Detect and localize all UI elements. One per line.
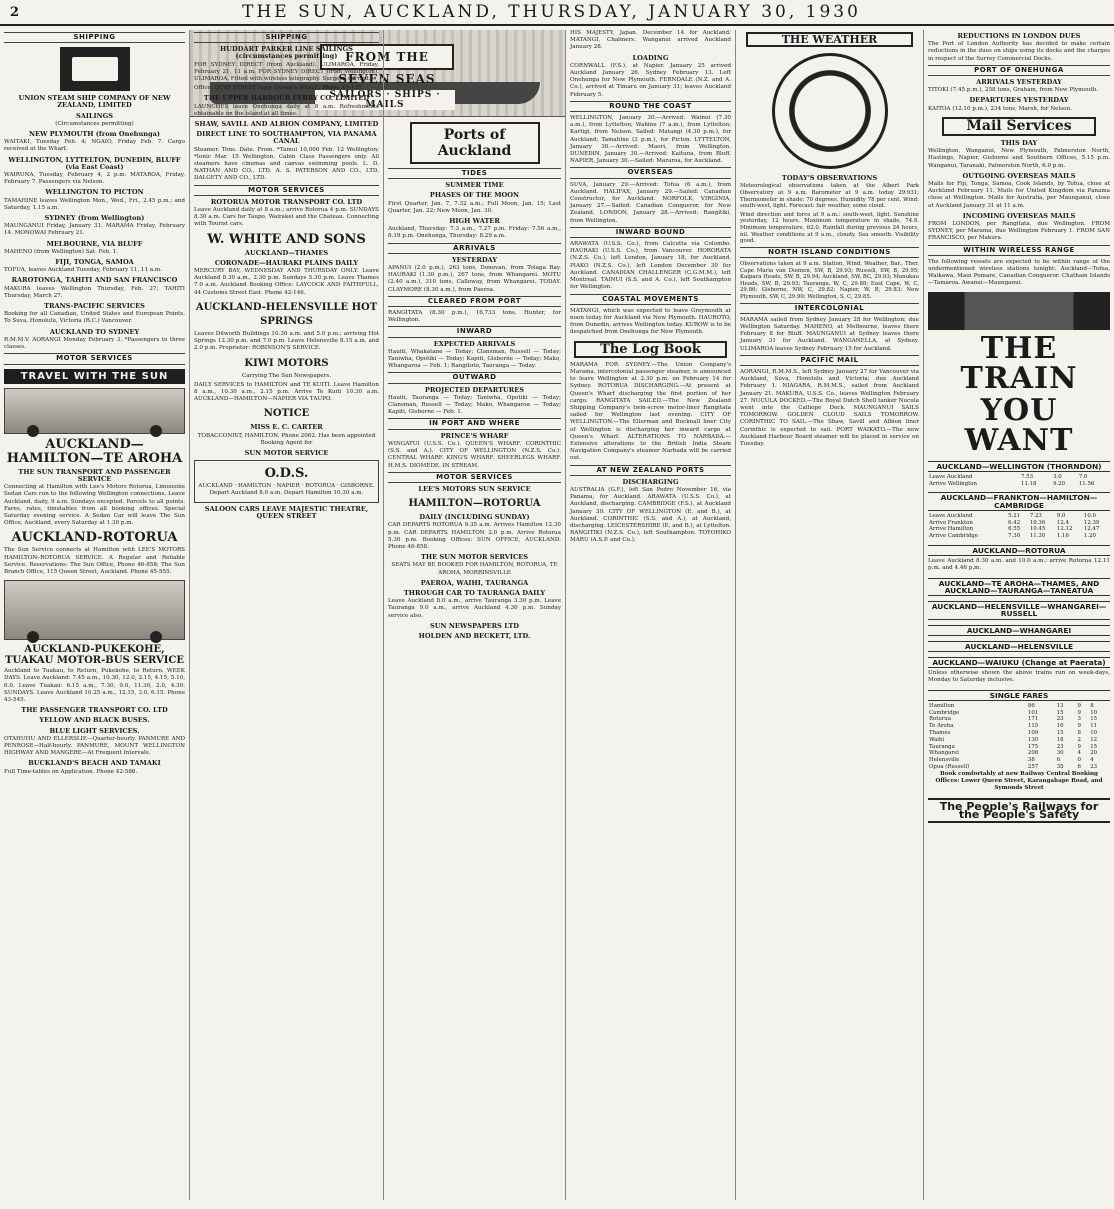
table-cell: 175 bbox=[1027, 743, 1039, 750]
huddart-body: FOR SYDNEY DIRECT (from Auckland). ULIMAROA, Friday, February 21, 11 a.m. FOR SYDNEY DIRECT (from Wellington). ULIMAROA. Fitted with wireless telegraphy. Surgeon carried. bbox=[194, 61, 379, 83]
timetable-note: Full Time-tables on Application. Phone 42-586. bbox=[4, 768, 138, 775]
table-cell: 10.0 bbox=[1083, 512, 1096, 519]
direct-body: Steamer. Tons. Date. From. *Tainui 10,000 Feb. 12 Wellington; *Ionic Mar. 15 Wellington. Cabin Class Passengers only. All steamers have cinemas and canvas swimming pools. L. D. NATHAN AND CO., LTD. A. S. PATERSON AND CO., LTD. DALGETY AND CO., LTD. bbox=[194, 146, 379, 182]
harbour-heading: THE UPPER HARBOUR FERRY CO. LIMITED bbox=[203, 94, 370, 103]
paeroa-heading: PAEROA, WAIHI, TAURANGA bbox=[420, 578, 529, 587]
table-cell: 23 bbox=[1056, 716, 1064, 723]
this-day: THIS DAY bbox=[1000, 139, 1038, 148]
table-cell: 11.18 bbox=[1021, 480, 1037, 487]
table-row bbox=[928, 710, 1110, 717]
route-text: WAITAKI, Tuesday Feb. 4; NGAIO, Friday Feb. 7. Cargo received at the Wharf. bbox=[4, 139, 185, 153]
table-cell: Arrive Wellington bbox=[929, 480, 977, 487]
masthead bbox=[0, 0, 1114, 26]
direct-heading: DIRECT LINE TO SOUTHAMPTON, VIA PANAMA CANAL bbox=[196, 130, 377, 146]
phases-body: First Quarter, Jan. 7, 7.32 a.m.; Full Moon, Jan. 15; Last Quarter, Jan. 22; New Moon, Jan. 30. bbox=[388, 200, 561, 214]
notice-heading: NOTICE bbox=[263, 408, 310, 420]
table-cell: 7.23 bbox=[1029, 512, 1042, 519]
table-cell: 4 bbox=[1090, 757, 1094, 764]
table-row bbox=[928, 764, 1110, 771]
kiwi-body: DAILY SERVICES to HAMILTON and TE KUITI. Leave Hamilton 8 a.m., 10.30 a.m., 2.15 p.m. Arrive Te Kuiti 10.30 a.m. AUCKLAND—HAMILTON—NAPIER VIA TAUPO. bbox=[194, 381, 379, 403]
table-row bbox=[928, 533, 1110, 540]
table-cell: 8 bbox=[1090, 702, 1094, 709]
table-row bbox=[928, 737, 1110, 744]
route-text: MAKURA leaves Wellington Thursday, Feb. 27; TAHITI Thursday, March 27. bbox=[4, 285, 185, 299]
table-cell: 10.36 bbox=[1029, 519, 1046, 526]
white-heading: W. WHITE AND SONS bbox=[207, 231, 366, 247]
unless-note: Unless otherwise shown the above trains run on week-days, Monday to Saturday inclusive. bbox=[928, 670, 1110, 684]
column-movements bbox=[566, 30, 736, 1200]
onehunga-dep-body: KAITOA (12.10 p.m.), 234 tons, Marsh, for Nelson. bbox=[928, 105, 1072, 112]
table-cell: 23 bbox=[1090, 763, 1098, 770]
column-shipping bbox=[0, 30, 190, 1200]
table-row bbox=[928, 474, 1110, 481]
intercolonial-body: MARAMA sailed from Sydney January 28 for Wellington; due Wellington Saturday. MAHENO, at Melbourne, leaves there February 8 for Bluff. MAUNGANUI at Sydney leaves there January 31 for Auckland. WANGANELLA, at Sydney. ULIMAROA leaves Sydney February 15 for Auckland. bbox=[740, 316, 919, 352]
lees-body: CAR DEPARTS ROTORUA 9.35 a.m. Arrives Hamilton 12.30 p.m. CAR DEPARTS HAMILTON 2.0 p.m. Arrive Rotorua 5.30 p.m. Booking Offices: SUN OFFICE, AUCKLAND. Phone 46-858. bbox=[388, 522, 561, 550]
table-cell: 12.4 bbox=[1056, 519, 1069, 526]
daily-heading: DAILY (INCLUDING SUNDAY) bbox=[419, 513, 530, 522]
table-cell: Rotorua bbox=[929, 716, 951, 723]
expected-body: Hauiti, Whakatane — Today; Clansman, Russell — Today; Taniwha, Opotiki — Today; Kapiti, Gisborne — Today; Mako, Whangaroa — Feb. 1; Rangitoto, Tauranga — Today. bbox=[388, 348, 561, 370]
table-cell: 5.21 bbox=[1008, 512, 1021, 519]
outgoing-body: Mails for Fiji, Tonga, Samoa, Cook Islands, by Tofua, close at Auckland February 11. Mails for United Kingdom via Panama close at Wellington. Mails for Australia, per Maunganui, close at Auckland January 31 at 11 a.m. bbox=[928, 181, 1110, 209]
table-cell: 10 bbox=[1090, 709, 1098, 716]
reductions-heading: REDUCTIONS IN LONDON DUES bbox=[957, 32, 1081, 40]
table-cell: Arrive Cambridge bbox=[929, 533, 979, 540]
arrivals-body: APANUI (2.0 p.m.), 263 tons, Donovan, from Tolaga Bay. HAURAKI (1.30 p.m.), 267 tons, from Whangarei. MOTU (2.40 a.m.), 310 tons, Calloway, from Whangarei. TODAY. CLAYMORE (8.30 a.m.), from Paeroa. bbox=[388, 265, 561, 293]
car-illustration bbox=[4, 388, 185, 434]
route-7: RAROTONGA, TAHITI AND SAN FRANCISCO bbox=[11, 276, 178, 285]
route-text: MAHENO (from Wellington) Sat. Feb. 1. bbox=[4, 248, 119, 255]
table-cell: 109 bbox=[1027, 729, 1039, 736]
projected-body: Hauiti, Tauranga — Today; Taniwha, Opotiki — Today; Clansman, Russell — Today; Mako, Whangaroa — Today; Kapiti, Gisborne — Feb. 1. bbox=[388, 394, 561, 416]
table-cell: 15 bbox=[1056, 709, 1064, 716]
pacific-body: AORANGI, R.M.M.S., left Sydney January 27 for Vancouver via Auckland, Suva, Honolulu and Victoria; due Auckland February 1. NIAGARA, R.M.M.S., sailed from Auckland January 21. MAKURA, U.S.S. Co., leaves Wellington February 27. NUCULA DOCKED.—The Royal Dutch Shell tanker Nucula went into the Calliope Dock. MAUNGANUI SAILS TOMORROW. GOLDEN CLOUD SAILS TOMORROW. CORINTHIC TO SAIL.—The Shaw, Savill and Albion liner Corinthic is expected to sail. PORT WAIKATO.—The new Auckland Harbour Board steamer will be placed in service on Tuesday. bbox=[740, 368, 919, 447]
logbook-body: MARAMA FOR SYDNEY.—The Union Company's Marama, intercolonial passenger steamer, is announced to leave Wellington at 2.30 p.m. on February 14 for Sydney. ROTORUA DISCHARGING.—At present at Queen's Wharf discharging the first portion of her cargo. RANGITATA SAILED.—The New Zealand Shipping Company's twin-screw motor-liner Rangitata sailed for Wellington last evening. CITY OF WELLINGTON.—The Ellerman and Bucknall liner City of Wellington is discharging her inward cargo at Queen's Wharf. ALTERATIONS TO NARBADA.—Extensive alterations to the British India Steam Navigation Company's steamer Narbada will be carried out. bbox=[570, 361, 731, 462]
table-cell: 6.55 bbox=[1008, 526, 1021, 533]
north-body: Observations taken at 9 a.m. Station, Wind, Weather, Bar., Ther. Cape Maria van Diemen, SW, B, 29.93; Russell, SW, B, 29.95; Kaipara Heads, SW, B, 29.94; Auckland, SW, BC, 29.93; Manukau Heads, SW, B, 29.93; Tauranga, W, C, 29.88; East Cape, W, C, 29.86; Gisborne, NW, C, 29.82; Napier, W, B, 29.83; New Plymouth, SW, C, 29.90; Wellington, S, C, 29.85. bbox=[740, 260, 919, 300]
top-body: HIS MAJESTY, Japan. December 14 for Auckland; MATANGI, Chalmers. Wanganui arrived Auckland January 28. bbox=[570, 30, 731, 51]
travel-banner: TRAVEL WITH THE SUN bbox=[4, 369, 185, 384]
table-cell: Opua (Russell) bbox=[929, 763, 970, 770]
inward-heading: INWARD bbox=[388, 326, 561, 337]
booking-note: Book comfortably at new Railway Central Booking Offices: Lower Queen Street, Karangahape Road, and Symonds Street bbox=[935, 770, 1103, 792]
table-cell: 3 bbox=[1077, 716, 1081, 723]
table-row bbox=[928, 481, 1110, 488]
overseas-heading: OVERSEAS bbox=[570, 167, 731, 178]
nz-ports-heading: AT NEW ZEALAND PORTS bbox=[570, 465, 731, 476]
table-cell: Arrive Hamilton bbox=[929, 526, 974, 533]
saloon-heading: SALOON CARS LEAVE MAJESTIC THEATRE, QUEEN STREET bbox=[204, 504, 369, 520]
table-cell: Leave Auckland bbox=[929, 512, 973, 519]
table-cell: 16 bbox=[1056, 723, 1064, 730]
wellington-table bbox=[928, 474, 1110, 488]
table-row bbox=[928, 716, 1110, 723]
sun-motor-heading: SUN MOTOR SERVICE bbox=[244, 448, 329, 457]
table-cell: Tauranga bbox=[929, 743, 955, 750]
table-cell: 9.20 bbox=[1053, 480, 1066, 487]
reductions-body: The Port of London Authority has decided to make certain reductions in the dues on ships using its docks and the charges in respect of the Surrey Commercial Docks. bbox=[928, 41, 1110, 62]
lees-heading: LEE'S MOTORS SUN SERVICE bbox=[418, 484, 531, 493]
route-text: TAMAHINE leaves Wellington Mon., Wed., Fri., 2.45 p.m.; and Saturday, 1.15 a.m. bbox=[4, 197, 185, 211]
route-6: FIJI, TONGA, SAMOA bbox=[55, 258, 134, 267]
high-water: HIGH WATER bbox=[449, 217, 500, 226]
intercolonial-heading: INTERCOLONIAL bbox=[740, 303, 919, 314]
services-body: OTAHUHU AND ELLERSLIE—Quarter-hourly. PANMURE AND PENROSE—Half-hourly. PANMURE, MOUNT WELLINGTON HIGHWAY AND MANGERE—At Frequent Intervals. bbox=[4, 735, 185, 757]
round-body: WELLINGTON, January 30.—Arrived: Wainui (7.30 a.m.), from Lyttelton; Wahine (7 a.m.), from Lyttelton; Kartigi, from Nelson. Sailed: Matangi (4.30 p.m.), for Auckland; Tamahine (3 p.m.), for Picton. LYTTELTON, January 30.—Arrived: Maori, from Wellington. DUNEDIN, January 30.—Arrived: Kaituna, from Bluff. NAPIER, January 30.—Sailed: Mararoa, for Auckland. bbox=[570, 115, 731, 165]
table-cell: 130 bbox=[1027, 736, 1039, 743]
union-company-title: UNION STEAM SHIP COMPANY OF NEW ZEALAND, LIMITED bbox=[18, 94, 171, 110]
north-heading: NORTH ISLAND CONDITIONS bbox=[740, 247, 919, 258]
railway-slogan: The People's Railways for the People's Safety bbox=[928, 798, 1110, 822]
table-cell: 1.16 bbox=[1056, 533, 1069, 540]
route-9: AUCKLAND TO SYDNEY bbox=[49, 327, 140, 336]
projected-heading: PROJECTED DEPARTURES bbox=[424, 385, 525, 394]
table-cell: 15 bbox=[1056, 729, 1064, 736]
tt-wellington: AUCKLAND—WELLINGTON (THORNDON) bbox=[928, 461, 1110, 472]
table-cell: 15 bbox=[1090, 716, 1098, 723]
onehunga-arrivals: ARRIVALS YESTERDAY bbox=[976, 78, 1062, 87]
route-text: Booking for all Canadian, United States and European Points. To Suva, Honolulu, Victoria (B.C.) Vancouver. bbox=[4, 311, 185, 325]
table-cell: Arrive Frankton bbox=[929, 519, 973, 526]
overseas-body: SUVA, January 29.—Arrived: Tofua (6 a.m.), from Auckland. HALIFAX, January 29.—Sailed: Canadian Constructor, for Auckland. NORFOLK, VIRGINIA, January 27.—Sailed: Canadian Conqueror, for New Zealand. LONDON, January 28.—Arrived: Rangitiki, from Wellington. bbox=[570, 181, 731, 224]
train-title-1: THE TRAIN bbox=[960, 330, 1078, 396]
inport-body: WINGATUI (U.S.S. Co.). QUEEN'S WHARF. CORINTHIC (S.S. and A.). CITY OF WELLINGTON (N.Z.S. Co.). CENTRAL WHARF. KING'S WHARF. SHEERLEGS WHARF. H.M.S. DIOMEDE. IN STREAM. bbox=[388, 440, 561, 469]
high-body: Auckland, Thursday: 7.3 a.m., 7.27 p.m. Friday: 7.56 a.m., 8.19 p.m. Onehunga, Thursday: 8.29 a.m. bbox=[388, 226, 561, 240]
table-cell: 7.53 bbox=[1021, 473, 1034, 480]
motor-heading: MOTOR SERVICES bbox=[194, 185, 379, 196]
table-cell: 35 bbox=[1056, 763, 1064, 770]
onehunga-departures: DEPARTURES YESTERDAY bbox=[969, 96, 1069, 105]
banner-tagline: SAILORS · SHIPS · MAILS bbox=[315, 90, 455, 110]
yellow-buses: YELLOW AND BLACK BUSES. bbox=[39, 716, 150, 725]
table-cell: 3.0 bbox=[1053, 473, 1062, 480]
table-cell: 101 bbox=[1027, 709, 1039, 716]
loading-heading: LOADING bbox=[632, 53, 669, 62]
thames-heading: AUCKLAND—THAMES bbox=[244, 248, 329, 257]
table-cell: Helensville bbox=[929, 757, 960, 764]
rotorua-motor-heading: ROTORUA MOTOR TRANSPORT CO. LTD bbox=[210, 197, 363, 206]
rotorua-motor-body: Leave Auckland daily at 8 a.m.; arrive Rotorua 4 p.m. SUNDAYS 8.30 a.m. Cars for Taupo, Wairakei and the Chateau. Connecting with Tourist cars. bbox=[194, 207, 379, 228]
ods-body: AUCKLAND · HAMILTON · NAPIER · ROTORUA · GISBORNE. Depart Auckland 8.0 a.m. Depart Hamilton 10.30 a.m. bbox=[198, 483, 375, 497]
table-cell: 7.30 bbox=[1008, 533, 1021, 540]
table-cell: 4 bbox=[1077, 750, 1081, 757]
table-cell: 7.0 bbox=[1078, 473, 1088, 480]
table-cell: 10 bbox=[1090, 729, 1098, 736]
table-cell: 18 bbox=[1056, 736, 1064, 743]
table-cell: 9 bbox=[1077, 709, 1081, 716]
table-cell: 0 bbox=[1077, 757, 1081, 764]
sun-motor-heading: THE SUN MOTOR SERVICES bbox=[420, 553, 529, 562]
rotorua-heading: AUCKLAND-ROTORUA bbox=[11, 530, 178, 546]
huddart-heading: HUDDART PARKER LINE SAILINGS (circumstances permitting) bbox=[220, 45, 353, 61]
outgoing-heading: OUTGOING OVERSEAS MAILS bbox=[962, 171, 1076, 180]
carter-name: MISS E. C. CARTER bbox=[250, 423, 323, 432]
table-cell: 20 bbox=[1090, 750, 1098, 757]
table-row bbox=[928, 703, 1110, 710]
table-cell: 15 bbox=[1090, 743, 1098, 750]
table-cell: 1.20 bbox=[1083, 533, 1096, 540]
through-body: Leave Auckland 8.0 a.m., arrive Tauranga 3.30 p.m. Leave Tauranga 9.0 a.m., arrive Auckland 4.30 p.m. Sunday service also. bbox=[388, 598, 561, 619]
route-text: TOFUA, leaves Auckland Tuesday, February 11, 11 a.m. bbox=[4, 267, 162, 274]
onehunga-arr-body: TITOKI (7.45 p.m.), 258 tons, Graham, from New Plymouth. bbox=[928, 87, 1098, 94]
page-number: 2 bbox=[10, 4, 20, 20]
tides-heading: TIDES bbox=[388, 168, 561, 179]
phases-heading: PHASES OF THE MOON bbox=[429, 191, 520, 200]
table-cell: Waihi bbox=[929, 736, 945, 743]
hamilton-subheading: THE SUN TRANSPORT AND PASSENGER SERVICE bbox=[18, 467, 171, 483]
rotorua-body: The Sun Service connects at Hamilton with LEE'S MOTORS HAMILTON–ROTORUA SERVICE. A Regular and Reliable Service. Reservations: The Sun Office, Phone 46-858; The Sun Branch Office, 115 Queen Street, Auckland. Phone 45-555. bbox=[4, 547, 185, 575]
route-text: R.M.M.V. AORANGI Monday February 3. *Passengers to three classes. bbox=[4, 336, 185, 351]
tt-thames: AUCKLAND—TE AROHA—THAMES, AND AUCKLAND—TAURANGA—TANEATUA bbox=[928, 578, 1110, 596]
expected-heading: EXPECTED ARRIVALS bbox=[433, 339, 516, 348]
table-cell: 11 bbox=[1090, 723, 1098, 730]
table-row bbox=[928, 730, 1110, 737]
table-cell: Whangarei bbox=[929, 750, 959, 757]
inbound-heading: INWARD BOUND bbox=[570, 227, 731, 238]
yesterday-heading: YESTERDAY bbox=[451, 255, 498, 264]
table-cell: 9 bbox=[1077, 702, 1081, 709]
pukekohe-heading: AUCKLAND-PUKEKOHE, TUAKAU MOTOR-BUS SERVICE bbox=[5, 644, 184, 667]
table-cell: 12.47 bbox=[1083, 526, 1100, 533]
incoming-body: FROM LONDON, per Rangitata, due Wellington. FROM SYDNEY, per Marama, due Wellington February 1. FROM SAN FRANCISCO, per Makura. bbox=[928, 221, 1110, 242]
route-8: TRANS-PACIFIC SERVICES bbox=[44, 302, 145, 311]
princes-heading: PRINCE'S WHARF bbox=[440, 431, 509, 440]
motor-heading: MOTOR SERVICES bbox=[388, 472, 561, 483]
train-title-2: YOU WANT bbox=[964, 392, 1074, 458]
cleared-body: RANGITATA (8.30 p.m.), 16,733 tons, Hunter, for Wellington. bbox=[388, 310, 561, 324]
white-body: MERCURY BAY, WEDNESDAY AND THURSDAY ONLY. Leave Auckland 8.30 a.m., 2.30 p.m. Sundays 5.30 p.m. Leave Thames 7.0 a.m. Auckland Booking Office: LAYCOCK AND FAITHFULL, 44 Customs Street East. Phone 42-146. bbox=[194, 268, 379, 296]
hamilton-heading: AUCKLAND—HAMILTON—TE AROHA bbox=[6, 436, 183, 466]
beach-heading: BUCKLAND'S BEACH AND TAMAKI bbox=[28, 759, 161, 768]
masthead-title: THE SUN, AUCKLAND, THURSDAY, JANUARY 30, 1930 bbox=[242, 2, 861, 22]
arrivals-heading: ARRIVALS bbox=[388, 243, 561, 254]
column-shipping-motor bbox=[190, 30, 384, 1200]
loading-body: CORNWALL (F.S.), at Napier. January 25 arrived Auckland January 26. Sydney February 13. Left Onehunga for New Plymouth. FERNDALE (N.Z. and A. Co.), arrived at Timaru on January 31; leaves Auckland February 5. bbox=[570, 62, 731, 98]
banner-title: FROM THE SEVEN SEAS bbox=[320, 44, 454, 70]
tt-helensville: AUCKLAND—HELENSVILLE bbox=[928, 641, 1110, 652]
route-4: SYDNEY (from Wellington) bbox=[44, 214, 145, 223]
motor-heading: MOTOR SERVICES bbox=[4, 353, 185, 364]
table-cell: 257 bbox=[1027, 763, 1039, 770]
incoming-heading: INCOMING OVERSEAS MAILS bbox=[962, 211, 1076, 220]
office-body: Office: QUAY STREET (opp. Queen's Wharf). Phone 41-135. bbox=[194, 85, 364, 92]
discharging-heading: DISCHARGING bbox=[622, 477, 679, 486]
sun-papers: SUN NEWSPAPERS LTD bbox=[430, 621, 519, 630]
weather-dial-illustration bbox=[772, 53, 888, 169]
coastal-heading: COASTAL MOVEMENTS bbox=[570, 294, 731, 305]
onehunga-heading: PORT OF ONEHUNGA bbox=[928, 65, 1110, 76]
column-mails-trains bbox=[924, 30, 1114, 1200]
ham-rot-heading: HAMILTON—ROTORUA bbox=[408, 498, 541, 510]
tt-fares: SINGLE FARES bbox=[928, 690, 1110, 701]
column-ports bbox=[384, 30, 566, 1200]
table-cell: 12.12 bbox=[1056, 526, 1073, 533]
pacific-heading: PACIFIC MAIL bbox=[740, 355, 919, 366]
tt-rotorua: AUCKLAND—ROTORUA bbox=[928, 545, 1110, 556]
ods-ad bbox=[194, 460, 379, 502]
tt-waiuku: AUCKLAND—WAIUKU (Change at Paerata) bbox=[928, 657, 1110, 668]
table-cell: 9 bbox=[1077, 743, 1081, 750]
carter-body: TOBACCONIST, HAMILTON. Phone 2062. Has been appointed Booking Agent for bbox=[197, 432, 376, 446]
shaw-heading: SHAW, SAVILL AND ALBION COMPANY, LIMITED bbox=[194, 120, 379, 129]
table-cell: 6 bbox=[1056, 757, 1061, 764]
table-row bbox=[928, 723, 1110, 730]
table-row bbox=[928, 750, 1110, 757]
weather-title: THE WEATHER bbox=[746, 32, 913, 47]
table-cell: Te Aroha bbox=[929, 723, 954, 730]
helensville-heading: AUCKLAND-HELENSVILLE HOT SPRINGS bbox=[195, 301, 378, 327]
pukekohe-body: Auckland to Tuakau, to Return, Pukekohe, to Return. WEEK DAYS. Leave Auckland: 7.45 a.m., 10.30, 12.0, 2.15, 4.15, 5.10, 6.0. Leave Tuakau: 6.15 a.m., 7.30, 9.0, 11.30, 2.0, 4.30. SUNDAYS. Leave Auckland 10.25 a.m., 12.15, 3.0, 6.15. Phone 43-545. bbox=[4, 668, 185, 703]
holden-heading: HOLDEN AND BECKETT, LTD. bbox=[418, 631, 531, 640]
section-heading: SHIPPING bbox=[4, 32, 185, 43]
route-1: NEW PLYMOUTH (from Onehunga) bbox=[28, 130, 161, 139]
seats-body: SEATS MAY BE BOOKED FOR HAMILTON, ROTORUA, TE AROHA, MORRINSVILLE bbox=[391, 562, 558, 576]
table-cell: Thames bbox=[929, 729, 951, 736]
helensville-body: Leaves Dilworth Buildings 10.30 a.m. and 5.0 p.m.; arriving Hot Springs 12.30 p.m. and 7.0 p.m. Leave Helensville 8.15 a.m. and 2.0 p.m. Proprietor: ROBINSON'S SERVICE. bbox=[194, 330, 379, 352]
ods-title: O.D.S. bbox=[264, 466, 309, 482]
observations-heading: TODAY'S OBSERVATIONS bbox=[781, 174, 878, 183]
table-cell: 38 bbox=[1027, 757, 1035, 764]
observations-body: Meteorological observations taken at the Albert Park Observatory at 9 a.m. Barometer at 9 a.m. today 29.931; Thermometer in shade: 70 degrees. Humidity 78 per cent. Wind: south-west, light. Forecast: fair weather, some cloud. bbox=[740, 183, 919, 210]
launches-body: LAUNCHES leave Onehunga daily at 8 a.m. Refreshments obtainable on the island at all times. bbox=[194, 103, 379, 117]
kiwi-heading: KIWI MOTORS bbox=[244, 357, 329, 369]
table-cell: 6.42 bbox=[1008, 519, 1021, 526]
ports-title: Ports of Auckland bbox=[410, 122, 540, 164]
table-cell: 9 bbox=[1077, 723, 1081, 730]
kiwi-sub: Carrying The Sun Newspapers. bbox=[241, 372, 332, 379]
table-cell: 115 bbox=[1027, 723, 1039, 730]
coastal-body: MATANGI, which was expected to leave Greymouth at noon today for Auckland via New Plymouth. HAUROTO, from Dunedin, arrives Wellington today. KUROW is to be despatched from Onehunga for New Plymouth. bbox=[570, 307, 731, 336]
table-cell: 30 bbox=[1056, 750, 1064, 757]
hamilton-table bbox=[928, 513, 1110, 540]
table-cell: 9.0 bbox=[1056, 512, 1066, 519]
table-cell: 86 bbox=[1027, 702, 1035, 709]
table-cell: Leave Auckland bbox=[929, 473, 973, 480]
observations-extra: Wind direction and force at 9 a.m.: south-west, light. Sunshine yesterday, 12 hours. Maximum temperature in shade, 74.8. Minimum temperature, 62.0. Rainfall during previous 24 hours, nil. Weather conditions at 9 a.m., cloudy. Sea smooth. Visibility good. bbox=[740, 211, 919, 245]
route-5: MELBOURNE, VIA BLUFF bbox=[46, 239, 143, 248]
table-cell: 11.30 bbox=[1029, 533, 1046, 540]
table-cell: 11.56 bbox=[1078, 480, 1095, 487]
table-row bbox=[928, 526, 1110, 533]
route-3: WELLINGTON TO PICTON bbox=[45, 188, 144, 197]
cleared-heading: CLEARED FROM PORT bbox=[388, 296, 561, 307]
logbook-title: The Log Book bbox=[574, 341, 727, 358]
bus-illustration bbox=[4, 580, 185, 640]
table-row bbox=[928, 744, 1110, 751]
outward-heading: OUTWARD bbox=[388, 372, 561, 383]
route-text: WAIRUNA, Tuesday, February 4, 2 p.m. MATAROA, Friday, February 7. Passengers via Nelson. bbox=[4, 172, 185, 186]
tt-whangarei: AUCKLAND—WHANGAREI bbox=[928, 625, 1110, 636]
summer-time: SUMMER TIME bbox=[445, 181, 504, 190]
table-row bbox=[928, 513, 1110, 520]
tt-russell: AUCKLAND—HELENSVILLE—WHANGAREI—RUSSELL bbox=[928, 601, 1110, 619]
round-heading: ROUND THE COAST bbox=[570, 101, 731, 112]
route-text: MAUNGANUI Friday, January 31. MARAMA Friday, February 14. MONOWAI February 21. bbox=[4, 223, 185, 237]
wireless-heading: WITHIN WIRELESS RANGE bbox=[928, 245, 1110, 256]
wireless-body: The following vessels are expected to be within range of the undermentioned wireless stations tonight: Auckland—Tofua, Waikawa, Maui Pomare, Canadian Conqueror. Chatham Islands—Tamaroa. Awanui—Maunganui. bbox=[928, 258, 1110, 287]
mail-body: Wellington, Wanganui, New Plymouth, Palmerston North, Hastings, Napier, Gisborne and Southern Offices, 5.15 p.m. Wanganui, Taranaki, Palmerston North, 6.0 p.m. bbox=[928, 148, 1110, 169]
table-cell: 6 bbox=[1077, 763, 1081, 770]
table-cell: 13 bbox=[1056, 702, 1064, 709]
locomotive-illustration bbox=[928, 292, 1110, 330]
fares-table bbox=[928, 703, 1110, 771]
passenger-heading: THE PASSENGER TRANSPORT CO. LTD bbox=[21, 706, 168, 715]
table-cell: 208 bbox=[1027, 750, 1039, 757]
sailings-note: (Circumstances permitting) bbox=[55, 120, 134, 127]
table-cell: 10.45 bbox=[1029, 526, 1046, 533]
table-cell: 2 bbox=[1077, 736, 1081, 743]
inport-heading: IN PORT AND WHERE bbox=[388, 418, 561, 429]
mail-services-title: Mail Services bbox=[942, 117, 1096, 136]
rotorua-line: Leave Auckland 8.30 a.m. and 10.0 a.m.; arrive Rotorua 12.11 p.m. and 4.46 p.m. bbox=[928, 558, 1110, 572]
ports-body: AUSTRALIA (G.F.), left San Pedro November 16, via Panama, for Auckland. ARAWATA (U.S.S. Co.), at Auckland, discharging. CAMBRIDGE (F.S.), at Auckland January 30. CITY OF WELLINGTON (E. and B.), at Auckland. CORINTHIC (S.S. and A.), at Auckland, discharging. LEICESTERSHIRE (E. and B.), at Lyttelton. RANGITIKI (N.Z.S. Co.), left Southampton. TOYOHIKO MARU (A.S.P. and Co.). bbox=[570, 486, 731, 544]
flag-illustration bbox=[60, 47, 130, 91]
table-row bbox=[928, 757, 1110, 764]
table-cell: 171 bbox=[1027, 716, 1039, 723]
tt-hamilton: AUCKLAND—FRANKTON—HAMILTON—CAMBRIDGE bbox=[928, 492, 1110, 510]
column-weather bbox=[736, 30, 924, 1200]
inbound-body: ARAWATA (U.S.S. Co.), from Calcutta via Colombo. HAURAKI (U.S.S. Co.), from Vancouver. HORORATA (N.Z.S. Co.), left London, January 18, for Auckland. PIAKO (N.Z.S. Co.), left London December 30 for Auckland. CANADIAN CHALLENGER (C.G.M.M.), left Montreal. TAINUI (S.S. and A. Co.), left Southampton for Wellington. bbox=[570, 241, 731, 291]
sailings-heading: SAILINGS bbox=[75, 111, 114, 120]
table-cell: Cambridge bbox=[929, 709, 960, 716]
through-heading: THROUGH CAR TO TAURANGA DAILY bbox=[403, 588, 546, 597]
table-cell: 12.39 bbox=[1083, 519, 1100, 526]
table-row bbox=[928, 520, 1110, 527]
hamilton-body: Connecting at Hamilton with Lee's Motors Rotorua, Limousine Sedan Cars run to the following Wellington connections. Leave Auckland, daily, 9 a.m. Sundays excepted. Parcels to all points. Fares, rates, timetables from all booking offices. Special Saturday evening service. A Sedan Car will leave The Sun Office, Auckland, every Saturday at 1.30 p.m. bbox=[4, 484, 185, 527]
blue-light: BLUE LIGHT SERVICES. bbox=[49, 726, 140, 735]
table-cell: 8 bbox=[1077, 729, 1081, 736]
section-heading: SHIPPING bbox=[194, 32, 379, 43]
table-cell: 12 bbox=[1090, 736, 1098, 743]
table-cell: 23 bbox=[1056, 743, 1064, 750]
coromandel-heading: CORONADE—HAURAKI PLAINS DAILY bbox=[214, 258, 359, 267]
table-cell: Hamilton bbox=[929, 702, 955, 709]
route-2: WELLINGTON, LYTTELTON, DUNEDIN, BLUFF (via East Coast) bbox=[8, 155, 181, 171]
